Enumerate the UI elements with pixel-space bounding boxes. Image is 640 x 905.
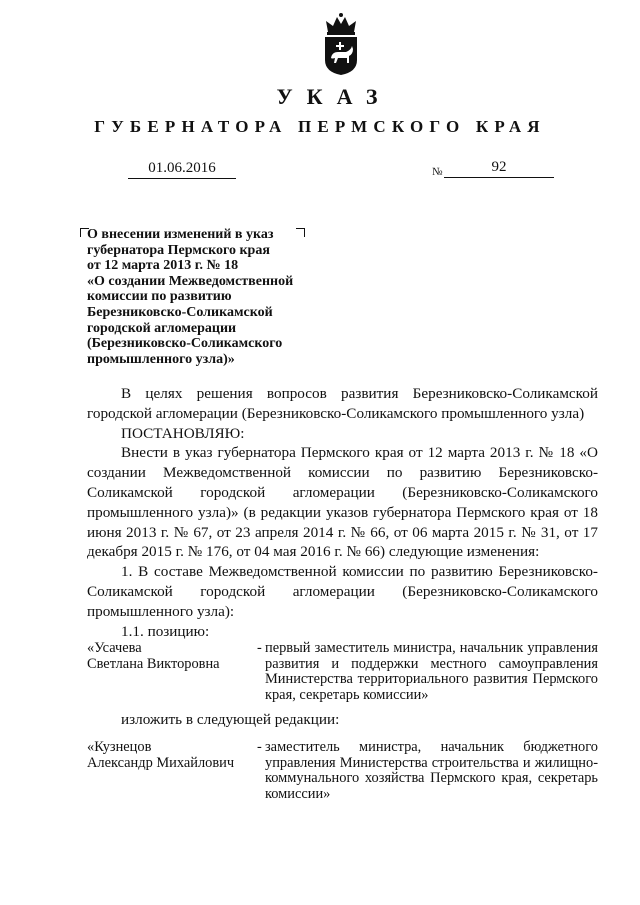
heading-line: промышленного узла)» xyxy=(87,351,235,367)
number-label: № xyxy=(432,166,443,178)
shield-icon xyxy=(325,37,357,75)
heading-line: комиссии по развитию xyxy=(87,289,232,305)
heading-line: (Березниковско-Соликамского xyxy=(87,336,283,352)
new-member-description: заместитель министра, начальник бюджетного управления Министерства строительства и жилищно-коммунального хозяйства Пермского края, секретарь комиссии» xyxy=(265,739,598,802)
new-member-given-names: Александр Михайлович xyxy=(87,754,235,771)
coat-of-arms-emblem xyxy=(318,12,364,76)
heading-line: «О создании Межведомственной xyxy=(87,273,294,289)
new-member-name xyxy=(87,740,257,771)
new-member-surname: «Кузнецов xyxy=(87,739,152,755)
old-member-name xyxy=(87,641,257,672)
redaction-instruction: изложить в следующей редакции: xyxy=(121,711,340,728)
entry-dash: - xyxy=(257,640,262,656)
entry-dash: - xyxy=(257,739,262,755)
crown-icon xyxy=(326,13,356,35)
heading-line: Березниковско-Соликамской xyxy=(87,304,273,320)
heading-line: от 12 марта 2013 г. № 18 xyxy=(87,258,239,274)
item-1-paragraph: 1. В составе Межведомственной комиссии по развитию Березниковско-Соликамской городской агломерации (Березниковско-Соликамского промышленного узла): xyxy=(87,563,598,620)
old-member-given-names: Светлана Викторовна xyxy=(87,655,220,672)
decree-body xyxy=(87,384,598,641)
old-member-surname: «Усачева xyxy=(87,640,142,656)
amend-paragraph: Внести в указ губернатора Пермского края от 12 марта 2013 г. № 18 «О создании Межведомственной комиссии по развитию Березниковско-Соликамской городской агломерации (Березниковско-Соликамского промышленного узла)» (в редакции указов губернатора Пермского края от 18 июня 2013 г. № 67, от 23 апреля 2014 г. № 66, от 06 марта 2015 г. № 31, от 17 декабря 2015 г. № 176, от 04 мая 2016 г. № 66) следующие изменения: xyxy=(87,444,598,561)
decree-number: 92 xyxy=(444,159,554,178)
heading-line: О внесении изменений в указ xyxy=(87,227,274,242)
intro-paragraph: В целях решения вопросов развития Березниковско-Соликамской городской агломерации (Березниковско-Соликамского промышленного узла) xyxy=(87,385,598,422)
decree-date: 01.06.2016 xyxy=(128,160,236,179)
heading-line: губернатора Пермского края xyxy=(87,242,270,258)
old-member-description: первый заместитель министра, начальник управления развития и поддержки местного самоуправления Министерства территориального развития Пермского края, секретарь комиссии» xyxy=(265,640,598,703)
decree-keyword: ПОСТАНОВЛЯЮ: xyxy=(121,424,245,442)
heading-line: городской агломерации xyxy=(87,320,237,336)
issuer-subtitle: ГУБЕРНАТОРА ПЕРМСКОГО КРАЯ xyxy=(94,117,546,136)
decree-heading xyxy=(87,227,317,367)
item-1-1-paragraph: 1.1. позицию: xyxy=(121,622,210,640)
document-title: УКАЗ xyxy=(276,84,392,109)
